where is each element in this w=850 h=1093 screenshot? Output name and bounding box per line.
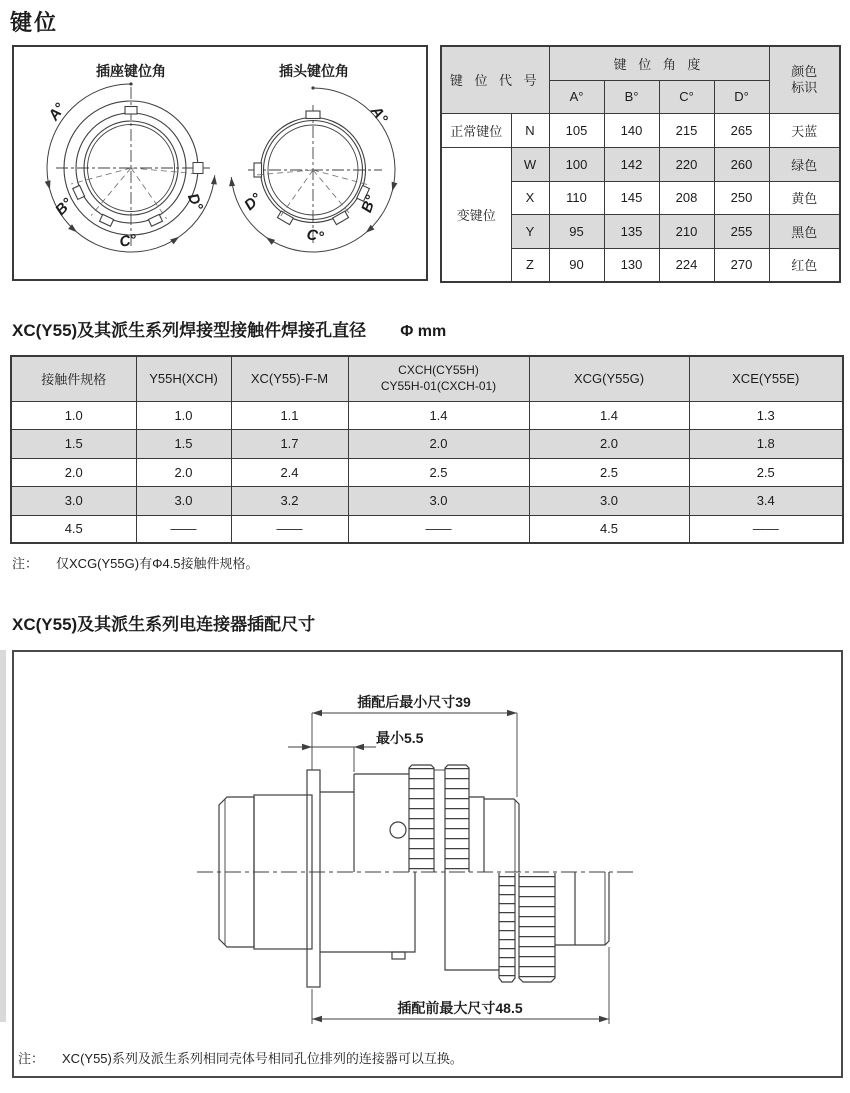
table-row: 3.0 3.0 3.2 3.0 3.0 3.4 xyxy=(11,486,843,515)
plug-keys xyxy=(254,111,369,225)
socket-caption: 插座键位角 xyxy=(96,63,166,79)
cxch-header-cell: CXCH(CY55H) CY55H-01(CXCH-01) xyxy=(348,356,529,401)
socket-angle-c-label: C° xyxy=(118,231,138,251)
table-row: 1.5 1.5 1.7 2.0 2.0 1.8 xyxy=(11,429,843,458)
table2-note: 注： 仅XCG(Y55G)有Φ4.5接触件规格。 xyxy=(12,556,259,571)
code-header-cell: 键 位 代 号 xyxy=(441,46,549,113)
mating-dimension-figure xyxy=(12,650,843,1078)
table-row: 变键位 W 100 142 220 260 绿色 xyxy=(441,147,840,181)
col-a-header: A° xyxy=(549,80,604,113)
color-header-cell xyxy=(769,46,840,113)
dim-mated-min-label: 插配后最小尺寸39 xyxy=(357,694,471,710)
table-row: Z 90 130 224 270 红色 xyxy=(441,248,840,282)
plug-angle-b-label: B° xyxy=(358,193,380,215)
group-cell: 变键位 xyxy=(441,147,511,282)
dimension-arrows xyxy=(302,710,609,1022)
col-d-header: D° xyxy=(714,80,769,113)
section3-title: XC(Y55)及其派生系列电连接器插配尺寸 xyxy=(12,615,316,634)
plug-angle-c-label: C° xyxy=(304,225,326,247)
table-row: 正常键位 N 105 140 215 265 天蓝 xyxy=(441,113,840,147)
interchange-note: 注： XC(Y55)系列及派生系列相同壳体号相同孔位排列的连接器可以互换。 xyxy=(18,1051,463,1066)
table-row: Y 95 135 210 255 黑色 xyxy=(441,214,840,248)
socket-angle-a-label: A° xyxy=(45,100,69,124)
table-row: X 110 145 208 250 黄色 xyxy=(441,181,840,214)
dim-unmated-max-label: 插配前最大尺寸48.5 xyxy=(397,1000,523,1016)
solder-hole-diameter-table: 接触件规格 Y55H(XCH) XC(Y55)-F-M CXCH(CY55H) CY55H-01(CXCH-01) XCG(Y55G) XCE(Y55E) 1.0 1.0 1.1 1.4 1.4 1.3 1.5 1.5 1.7 2.0 2.0 1.8 2.0 2.0 2.4 2.5 2.5 2.5 3.0 3.0 3.2 3.0 3.0 3.4 4.5 —— —— —— 4.5 —— xyxy=(10,355,844,544)
socket-angle-d-label: D° xyxy=(183,191,207,213)
key-position-table xyxy=(440,45,841,283)
plug-angle-a-label: A° xyxy=(367,103,391,127)
col-b-header: B° xyxy=(604,80,659,113)
group-cell: 正常键位 xyxy=(441,113,511,147)
col-c-header: C° xyxy=(659,80,714,113)
table-row: 2.0 2.0 2.4 2.5 2.5 2.5 xyxy=(11,458,843,486)
color-header-line1: 颜色 xyxy=(791,63,818,79)
angle-header-cell: 键 位 角 度 xyxy=(549,46,769,80)
page-title: 键位 xyxy=(10,10,59,35)
section2-title: XC(Y55)及其派生系列焊接型接触件焊接孔直径 Φ mm xyxy=(12,321,447,340)
socket-angle-b-label: B° xyxy=(52,195,76,219)
page-edge-strip xyxy=(0,650,6,1022)
plug-angle-d-label: D° xyxy=(241,190,265,214)
table-row: 4.5 —— —— —— 4.5 —— xyxy=(11,515,843,543)
dim-min-engagement-label: 最小5.5 xyxy=(376,730,424,746)
key-angle-drawing xyxy=(14,47,426,279)
key-angle-figure xyxy=(12,45,428,281)
color-header-line2: 标识 xyxy=(791,79,818,95)
plug-caption: 插头键位角 xyxy=(279,63,349,79)
contact-size-header: 接触件规格 xyxy=(11,356,136,401)
unit-label: Φ mm xyxy=(400,323,447,340)
table-row: 1.0 1.0 1.1 1.4 1.4 1.3 xyxy=(11,401,843,429)
